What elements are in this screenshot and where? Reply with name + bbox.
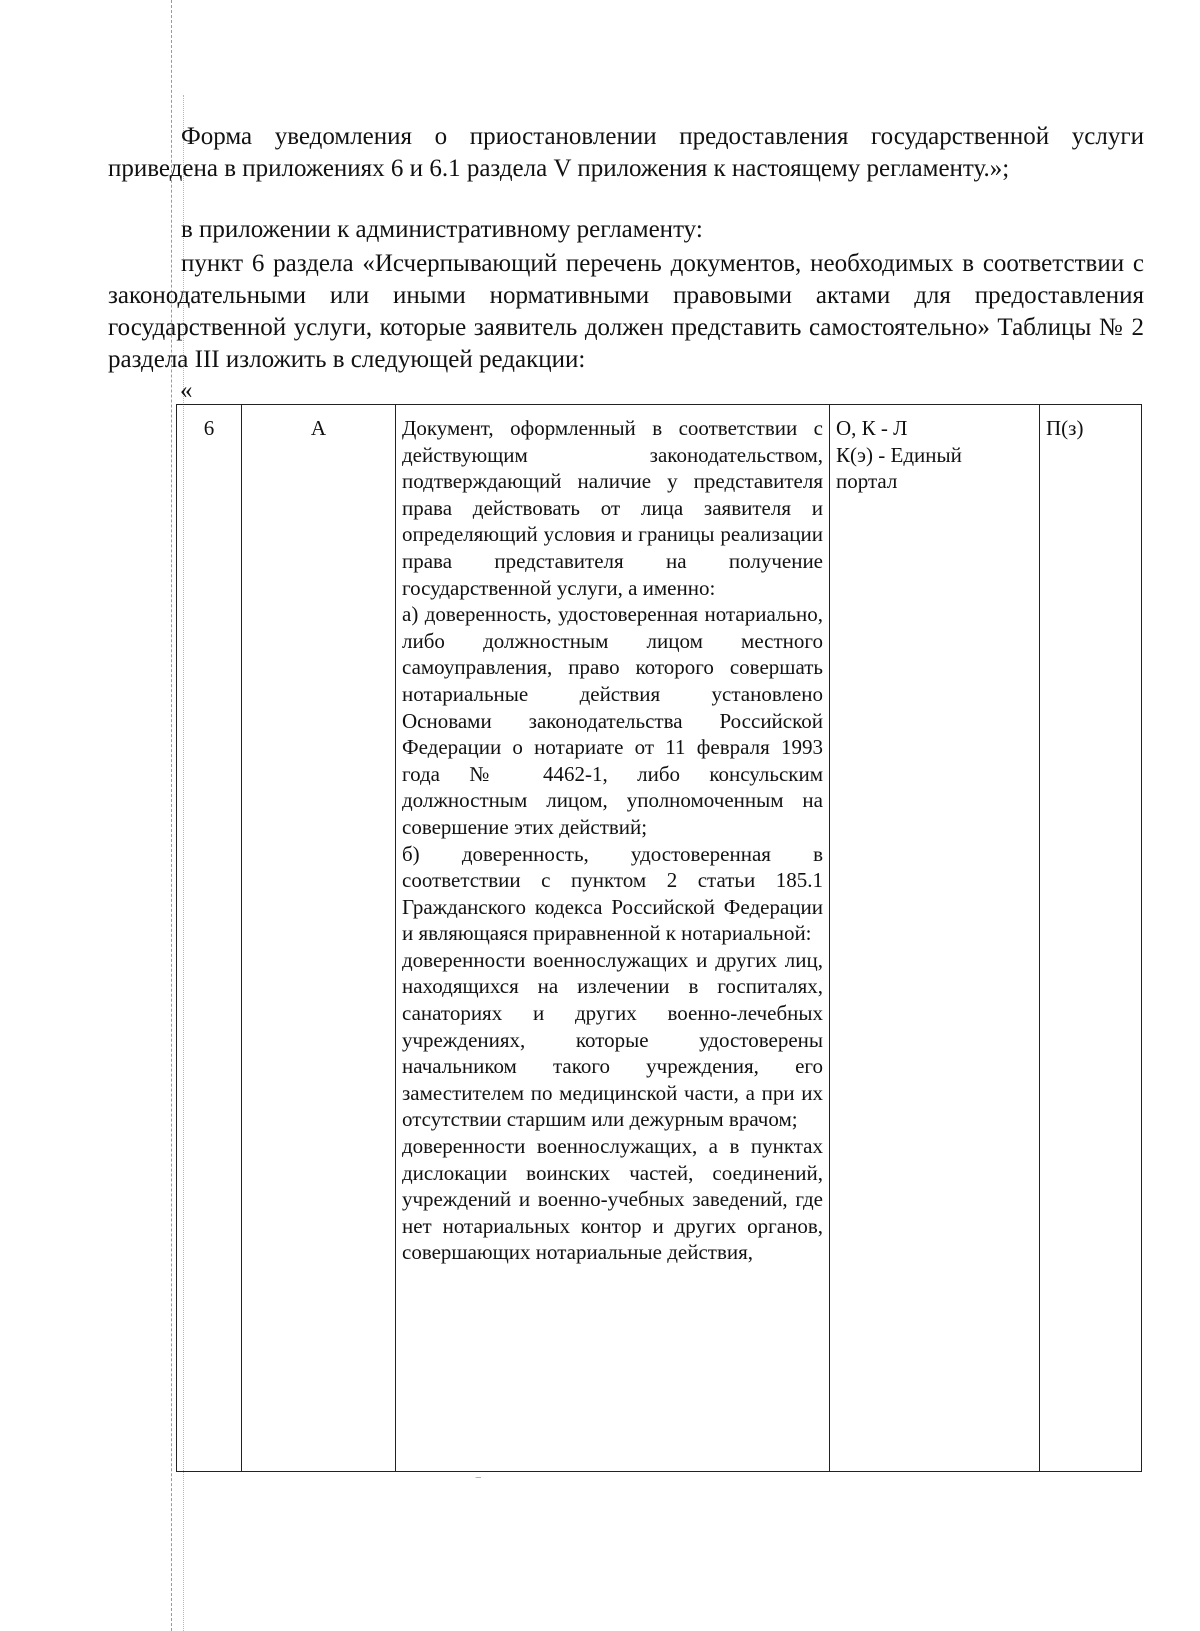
cell-document-description — [396, 405, 830, 1472]
cell-form-of-submission — [830, 405, 1040, 1472]
document-paragraph: а) доверенность, удостоверенная нотариально, либо должностным лицом местного самоуправления, право которого совершать нотариальные действия установлено Основами законодательства Российской Федерации о нотариате от 11 февраля 1993 года № 4462-1, либо консульским должностным лицом, уполномоченным на совершение этих действий; — [402, 602, 823, 839]
stray-mark: ‾ — [476, 1477, 481, 1492]
cell-category: A — [242, 405, 396, 1472]
paragraph-appendix-intro: в приложении к административному регламенту: — [181, 216, 703, 243]
form-line: портал — [836, 469, 898, 494]
document-paragraph: доверенности военнослужащих и других лиц, находящихся на излечении в госпиталях, санаториях и других военно-лечебных учреждениях, которые удостоверены начальником такого учреждения, его заместителем по медицинской части, а при их отсутствии старшим или дежурным врачом; — [402, 947, 823, 1132]
document-paragraph: доверенности военнослужащих, а в пунктах дислокации воинских частей, соединений, учреждений и военно-учебных заведений, где нет нотариальных контор и других органов, совершающих нотариальные действия, — [402, 1134, 823, 1265]
document-paragraph: б) доверенность, удостоверенная в соответствии с пунктом 2 статьи 185.1 Гражданского кодекса Российской Федерации и являющаяся приравненной к нотариальной: — [402, 841, 823, 946]
opening-quote: « — [180, 377, 193, 404]
documents-table — [176, 404, 1142, 1472]
form-line: К(э) - Единый — [836, 442, 962, 467]
cell-number: 6 — [177, 405, 242, 1472]
table-row — [177, 405, 1142, 1472]
paragraph-suspension-form: Форма уведомления о приостановлении предоставления государственной услуги приведена в приложениях 6 и 6.1 раздела V приложения к настоящему регламенту.»; — [108, 123, 1144, 182]
paragraph-point-6: пункт 6 раздела «Исчерпывающий перечень документов, необходимых в соответствии с законодательными или иными нормативными правовыми актами для предоставления государственной услуги, которые заявитель должен представить самостоятельно» Таблицы № 2 раздела III изложить в следующей редакции: — [108, 250, 1144, 373]
cell-submission-type: П(з) — [1040, 405, 1142, 1472]
document-paragraph: Документ, оформленный в соответствии с действующим законодательством, подтверждающий наличие у представителя права действовать от лица заявителя и определяющий условия и границы реализации права представителя на получение государственной услуги, а именно: — [402, 416, 823, 600]
form-line: О, К - Л — [836, 416, 908, 440]
